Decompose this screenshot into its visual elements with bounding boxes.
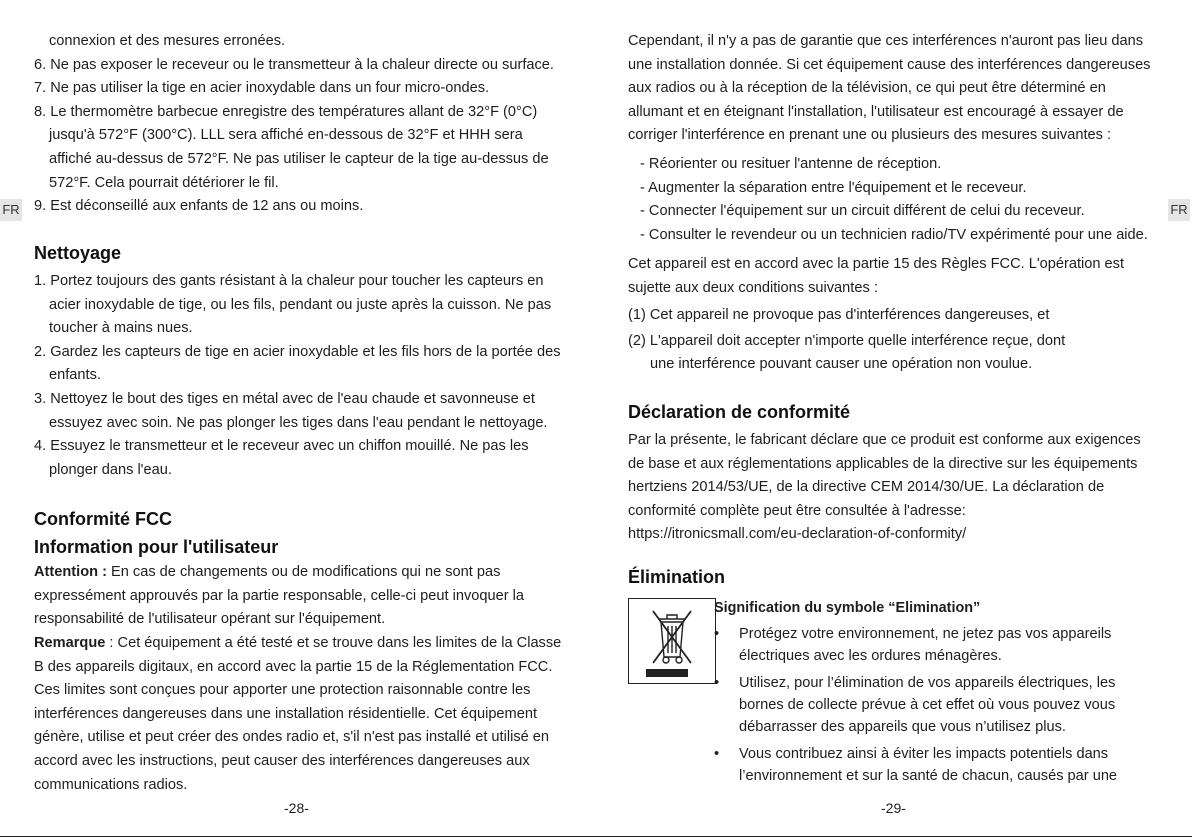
measure-item: - Réorienter ou resituer l'antenne de réception. <box>640 156 942 172</box>
cleaning-item: 2. Gardez les capteurs de tige en acier inoxydable et les fils hors de la portée des enfants. <box>34 343 561 384</box>
disposal-bullet: • Vous contribuez ainsi à éviter les impacts potentiels dans l’environnement et sur la santé de chacun, causés par une <box>714 744 1156 788</box>
condition-item: (2) L'appareil doit accepter n'importe quelle interférence reçue, dont une interférence pouvant causer une opération non voulue. <box>628 332 1066 373</box>
page-number-right: -29- <box>881 800 906 816</box>
compliance-paragraph: Cet appareil est en accord avec la partie 15 des Règles FCC. L'opération est sujette aux deux conditions suivantes : <box>628 256 1125 296</box>
measure-item: - Augmenter la séparation entre l'équipement et le receveur. <box>640 179 1027 196</box>
remark-paragraph <box>34 632 569 797</box>
declaration-url[interactable]: https://itronicsmall.com/eu-declaration-of-conformity/ <box>628 526 967 543</box>
bottom-rule <box>0 836 1192 837</box>
attention-text: En cas de changements ou de modifications qui ne sont pas expressément approuvés par la partie responsable, celle-ci peut invoquer la responsabilité de l'utilisateur opérant sur l'équipement. <box>34 564 524 628</box>
measure-item: - Consulter le revendeur ou un technicien radio/TV expérimenté pour une aide. <box>640 226 1148 243</box>
safety-list <box>34 30 569 219</box>
disposal-text <box>714 598 1156 793</box>
cleaning-heading: Nettoyage <box>34 243 122 263</box>
disposal-bullet: • Protégez votre environnement, ne jetez pas vos appareils électriques avec les ordures ménagères. <box>714 624 1156 668</box>
condition-item: (1) Cet appareil ne provoque pas d'interférences dangereuses, et <box>628 307 1050 323</box>
disposal-bullet: • Utilisez, pour l’élimination de vos appareils électriques, les bornes de collecte prévue à cet effet où vous pouvez vous débarrasser des appareils que vous n’utilisez plus. <box>714 673 1156 738</box>
fcc-heading: Conformité FCC <box>34 509 172 529</box>
safety-item: 8. Le thermomètre barbecue enregistre des températures allant de 32°F (0°C) jusqu'à 572°F (300°C). LLL sera affiché en-dessous de 32°F et HHH sera affiché au-dessus de 572°F. Ne pas utiliser le capteur de la tige au-dessus de 572°F. Cela pourrait détériorer le fil. <box>34 103 549 191</box>
measures-list <box>640 153 1156 247</box>
attention-label: Attention : <box>34 564 107 580</box>
language-tab-left: FR <box>0 199 22 221</box>
cleaning-item: 3. Nettoyez le bout des tiges en métal avec de l'eau chaude et savonneuse et essuyez avec soin. Ne pas plonger les tiges dans l'eau pendant le nettoyage. <box>34 390 548 431</box>
disposal-subheading: Signification du symbole “Elimination” <box>714 600 981 616</box>
measure-item: - Connecter l'équipement sur un circuit différent de celui du receveur. <box>640 203 1085 220</box>
safety-item: 9. Est déconseillé aux enfants de 12 ans ou moins. <box>34 198 364 215</box>
remark-label: Remarque <box>34 635 106 651</box>
cleaning-list <box>34 270 569 482</box>
cleaning-item: 4. Essuyez le transmetteur et le receveur avec un chiffon mouillé. Ne pas les plonger dans l'eau. <box>34 438 529 478</box>
remark-text: : Cet équipement a été testé et se trouve dans les limites de la Classe B des appareils digitaux, en accord avec la partie 15 de la Réglementation FCC. Ces limites sont conçues pour apporter une protection raisonnable contre les interférences dangereuses dans une installation résidentielle. Cet équipement génère, utilise et peut créer des ondes radio et, s'il n'est pas installé et utilisé en accord avec les instructions, peut causer des interférences dangereuses aux communications radios. <box>34 635 562 793</box>
crossed-out-wheeled-bin-icon <box>628 598 716 684</box>
safety-continuation: connexion et des mesures erronées. <box>49 33 286 49</box>
interference-paragraph: Cependant, il n'y a pas de garantie que ces interférences n'auront pas lieu dans une installation donnée. Si cet équipement cause des interférences dangereuses aux radios ou à la réception de la télévision, ce qui peut être déterminé en allumant et en éteignant l'installation, l'utilisateur est encouragé à essayer de corriger l'interférence en prenant une ou plusieurs des mesures suivantes : <box>628 33 1151 144</box>
safety-item: 7. Ne pas utiliser la tige en acier inoxydable dans un four micro-ondes. <box>34 80 490 97</box>
declaration-paragraph <box>628 429 1156 547</box>
declaration-text: Par la présente, le fabricant déclare que ce produit est conforme aux exigences de base et aux réglementations applicables de la directive sur les équipements hertziens 2014/53/UE, de la directive CEM 2014/30/UE. La déclaration de conformité complète peut être consultée à l'adresse: <box>628 432 1141 519</box>
safety-item: 6. Ne pas exposer le receveur ou le transmetteur à la chaleur directe ou surface. <box>34 56 554 73</box>
page-number-left: -28- <box>284 800 309 816</box>
language-tab-right: FR <box>1168 199 1190 221</box>
cleaning-item: 1. Portez toujours des gants résistant à la chaleur pour toucher les capteurs en acier inoxydable de tige, ou les fils, pendant ou juste après la cuisson. Ne pas toucher à mains nues. <box>34 273 552 337</box>
attention-paragraph <box>34 561 554 632</box>
user-info-heading: Information pour l'utilisateur <box>34 537 279 557</box>
conditions-list <box>628 304 1078 377</box>
declaration-heading: Déclaration de conformité <box>628 402 851 422</box>
disposal-heading: Élimination <box>628 567 726 587</box>
